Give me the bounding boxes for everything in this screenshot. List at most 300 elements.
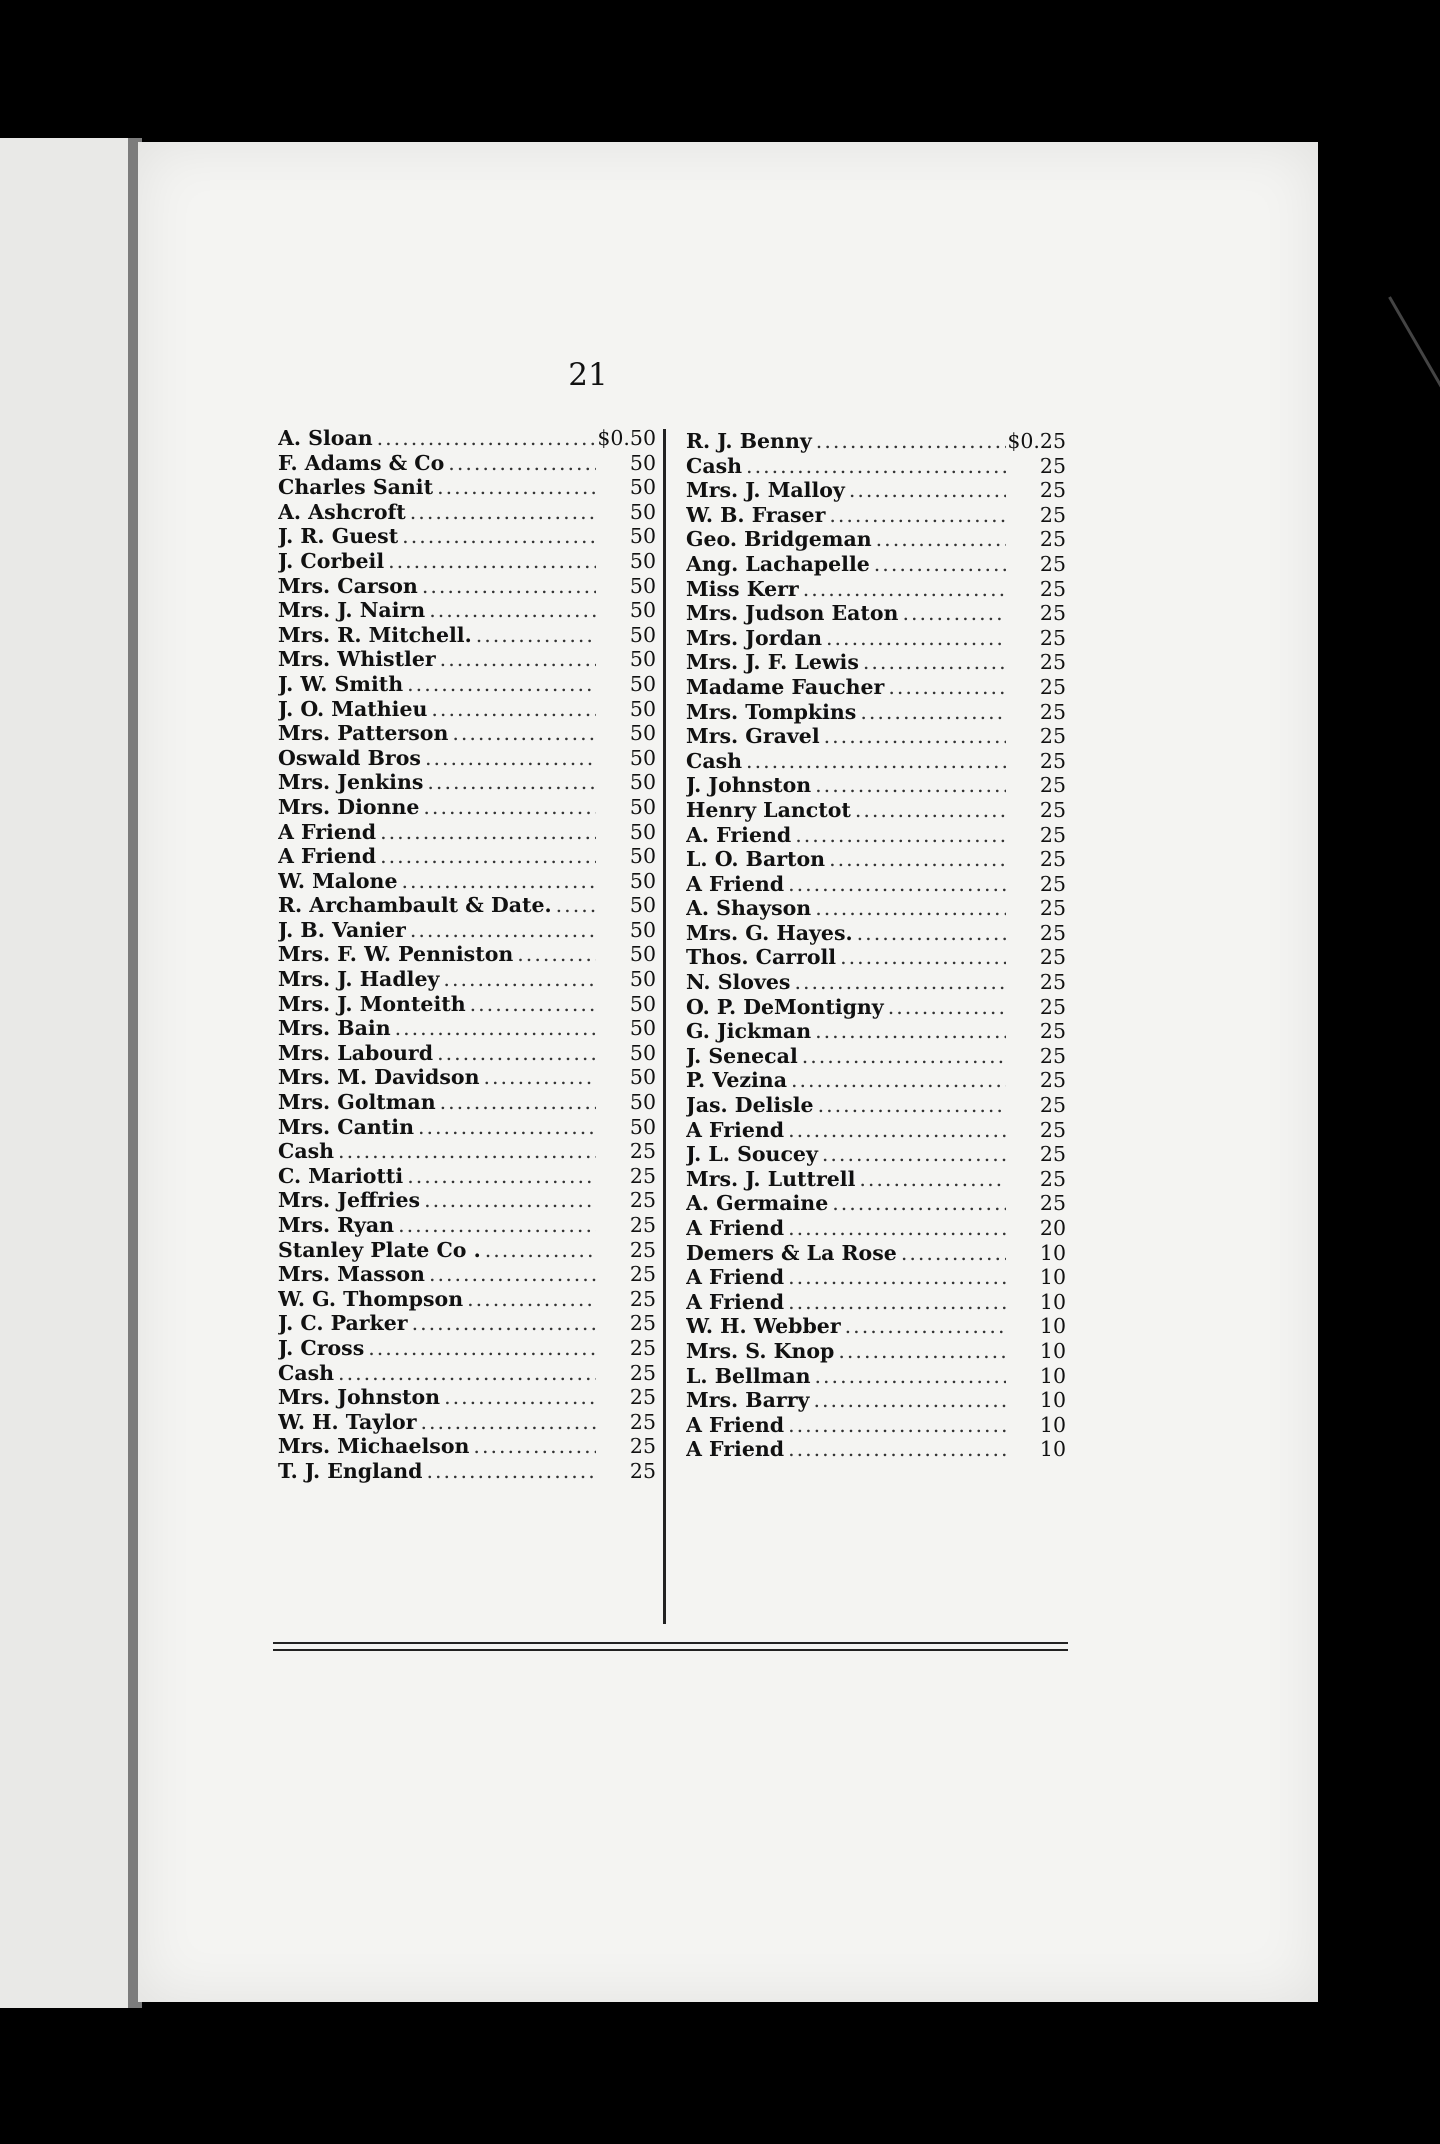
donor-row: [278, 1410, 656, 1435]
donor-row: [686, 749, 1066, 774]
donation-amount: 10: [1039, 1412, 1066, 1437]
leader-dots: [836, 945, 1006, 970]
donor-row: [278, 1065, 656, 1090]
donation-amount: 25: [1039, 1043, 1066, 1068]
donor-row: [278, 746, 656, 771]
donation-amount: 25: [629, 1434, 656, 1459]
donor-name: Mrs. Barry: [686, 1388, 810, 1413]
donor-name: A Friend: [686, 1265, 785, 1290]
leader-dots: [406, 918, 596, 943]
donor-row: [278, 795, 656, 820]
donor-row: [278, 770, 656, 795]
donor-row: [278, 1385, 656, 1410]
donor-row: [278, 1090, 656, 1115]
donor-name: Mrs. Cantin: [278, 1114, 414, 1139]
donor-name: Cash: [278, 1360, 335, 1385]
leader-dots: [433, 1041, 596, 1066]
donation-amount: 50: [629, 844, 656, 869]
leader-dots: [440, 1385, 596, 1410]
leader-dots: [784, 1290, 1006, 1315]
donor-name: Cash: [686, 748, 743, 773]
leader-dots: [812, 429, 1006, 454]
donation-amount: 50: [629, 770, 656, 795]
donor-row: [278, 1238, 656, 1263]
donation-amount: 10: [1039, 1314, 1066, 1339]
donor-row: [686, 945, 1066, 970]
donation-amount: 25: [1039, 1068, 1066, 1093]
donor-row: [686, 1019, 1066, 1044]
donation-amount: 25: [1039, 822, 1066, 847]
donor-row: [686, 847, 1066, 872]
donor-name: Geo. Bridgeman: [686, 527, 872, 552]
donor-row: [686, 503, 1066, 528]
donation-amount: 25: [1039, 1117, 1066, 1142]
leader-dots: [811, 896, 1006, 921]
donor-name: O. P. DeMontigny: [686, 994, 884, 1019]
donor-row: [278, 1311, 656, 1336]
donation-amount: 25: [1039, 871, 1066, 896]
leader-dots: [853, 921, 1006, 946]
donor-name: Mrs. Judson Eaton: [686, 601, 899, 626]
leader-dots: [384, 549, 596, 574]
donor-row: [686, 970, 1066, 995]
leader-dots: [433, 475, 596, 500]
donor-name: Mrs. G. Hayes.: [686, 920, 853, 945]
donation-amount: 25: [1039, 797, 1066, 822]
leader-dots: [825, 503, 1006, 528]
donor-row: [686, 700, 1066, 725]
donor-row: [278, 1434, 656, 1459]
donor-name: Mrs. Gravel: [686, 724, 820, 749]
donor-name: J. O. Mathieu: [278, 696, 428, 721]
leader-dots: [898, 601, 1006, 626]
leader-dots: [809, 1388, 1006, 1413]
donor-row: [686, 1142, 1066, 1167]
donor-row: [278, 647, 656, 672]
donor-name: Cash: [278, 1139, 335, 1164]
donation-amount: 25: [629, 1335, 656, 1360]
donor-row: [686, 626, 1066, 651]
leader-dots: [427, 697, 596, 722]
donation-amount: 25: [629, 1458, 656, 1483]
donation-amount: 25: [1039, 1166, 1066, 1191]
donor-name: Mrs. Johnston: [278, 1385, 441, 1410]
donation-amount: 50: [629, 794, 656, 819]
leader-dots: [418, 574, 596, 599]
donor-row: [278, 967, 656, 992]
leader-dots: [423, 770, 596, 795]
leader-dots: [822, 626, 1006, 651]
donor-name: R. J. Benny: [686, 429, 812, 453]
leader-dots: [376, 844, 596, 869]
donation-amount: 25: [1039, 699, 1066, 724]
donation-amount: 25: [629, 1213, 656, 1237]
donation-amount: 25: [629, 1139, 656, 1164]
leader-dots: [834, 1339, 1006, 1364]
leader-dots: [364, 1336, 596, 1361]
donation-amount: 50: [629, 548, 656, 573]
donor-row: [278, 721, 656, 746]
leader-dots: [791, 823, 1006, 848]
leader-dots: [403, 672, 596, 697]
donation-amount: 50: [629, 942, 656, 967]
page-corner-curl: [1388, 296, 1440, 427]
donation-amount: 25: [1039, 896, 1066, 921]
donor-name: Mrs. S. Knop: [686, 1338, 835, 1363]
donation-amount: 25: [1039, 970, 1066, 995]
leader-dots: [444, 451, 596, 476]
leader-dots: [403, 1164, 596, 1189]
donor-name: Demers & La Rose: [686, 1240, 897, 1265]
donor-row: [278, 869, 656, 894]
donor-name: J. L. Soucey: [686, 1142, 818, 1167]
leader-dots: [784, 872, 1006, 897]
column-divider: [663, 429, 666, 1624]
leader-dots: [419, 795, 596, 820]
donation-amount: 25: [1039, 847, 1066, 872]
donor-row: [278, 1262, 656, 1287]
leader-dots: [414, 1115, 596, 1140]
page-number: 21: [568, 357, 608, 393]
donation-amount: 50: [629, 745, 656, 770]
donor-row: [686, 995, 1066, 1020]
donation-amount: 50: [629, 696, 656, 721]
donor-row: [278, 475, 656, 500]
donor-row: [278, 820, 656, 845]
leader-dots: [420, 1188, 596, 1213]
donor-name: W. Malone: [278, 868, 398, 893]
leader-dots: [406, 500, 596, 525]
donor-name: Mrs. Michaelson: [278, 1434, 470, 1459]
donation-amount: 25: [1039, 994, 1066, 1019]
donor-row: [278, 672, 656, 697]
donor-name: Mrs. J. Malloy: [686, 478, 845, 503]
donation-amount: 25: [1039, 650, 1066, 675]
donor-name: A Friend: [686, 1117, 785, 1142]
donor-row: [686, 650, 1066, 675]
leader-dots: [425, 598, 596, 623]
donor-name: A Friend: [278, 819, 377, 844]
leader-dots: [408, 1311, 596, 1336]
donation-amount: 25: [629, 1163, 656, 1188]
leader-dots: [845, 478, 1006, 503]
leader-dots: [814, 1093, 1006, 1118]
donor-name: A. Sloan: [278, 426, 373, 450]
donor-name: C. Mariotti: [278, 1163, 404, 1188]
donor-name: Oswald Bros: [278, 745, 421, 770]
donor-row: [686, 527, 1066, 552]
donation-amount: 25: [1039, 527, 1066, 552]
donation-amount: 10: [1039, 1437, 1066, 1462]
leader-dots: [425, 1262, 596, 1287]
donor-name: Mrs. F. W. Penniston: [278, 942, 514, 967]
leader-dots: [391, 1016, 596, 1041]
donor-list-right: [686, 429, 1066, 1462]
donor-row: [278, 1188, 656, 1213]
donor-name: Mrs. Jeffries: [278, 1188, 421, 1213]
donor-name: W. G. Thompson: [278, 1286, 464, 1311]
donor-name: R. Archambault & Date.: [278, 893, 552, 918]
donor-name: P. Vezina: [686, 1068, 787, 1093]
donation-amount: 25: [1039, 601, 1066, 626]
donation-amount: 50: [629, 917, 656, 942]
donor-name: J. Cross: [278, 1335, 365, 1360]
donor-row: [686, 896, 1066, 921]
donor-name: J. B. Vanier: [278, 917, 406, 942]
donation-amount: 25: [1039, 1093, 1066, 1118]
donor-name: W. H. Taylor: [278, 1409, 417, 1434]
donor-row: [278, 451, 656, 476]
closing-rule-top: [273, 1642, 1068, 1644]
donor-row: [686, 1241, 1066, 1266]
leader-dots: [811, 1364, 1006, 1389]
donor-name: Mrs. Bain: [278, 1016, 391, 1041]
donor-name: Mrs. Tompkins: [686, 699, 857, 724]
donor-row: [278, 549, 656, 574]
donor-row: [686, 1339, 1066, 1364]
donor-row: [686, 1044, 1066, 1069]
donor-row: [686, 577, 1066, 602]
donor-row: [278, 1016, 656, 1041]
leader-dots: [334, 1139, 596, 1164]
donor-name: J. C. Parker: [278, 1311, 408, 1336]
donor-name: A Friend: [278, 844, 377, 869]
leader-dots: [841, 1314, 1006, 1339]
donor-name: Mrs. J. Monteith: [278, 991, 466, 1016]
donor-name: A Friend: [686, 871, 785, 896]
donation-amount: 25: [629, 1385, 656, 1410]
donor-row: [278, 1213, 656, 1238]
donor-row: [278, 623, 656, 648]
donation-amount: 10: [1039, 1388, 1066, 1413]
donor-name: Mrs. R. Mitchell.: [278, 622, 472, 647]
donor-name: A Friend: [686, 1216, 785, 1240]
leader-dots: [870, 552, 1006, 577]
donation-amount: 50: [629, 450, 656, 475]
donation-amount: 25: [629, 1262, 656, 1287]
donation-amount: 50: [629, 819, 656, 844]
leader-dots: [373, 426, 596, 451]
donor-row: [686, 1191, 1066, 1216]
donor-row: [278, 1164, 656, 1189]
leader-dots: [784, 1413, 1006, 1438]
donation-amount: 25: [1039, 945, 1066, 970]
adjacent-page-edge: [0, 138, 128, 2008]
leader-dots: [784, 1437, 1006, 1462]
leader-dots: [398, 524, 596, 549]
donor-name: J. R. Guest: [278, 524, 399, 549]
donation-amount: 50: [629, 671, 656, 696]
donor-row: [686, 921, 1066, 946]
leader-dots: [884, 995, 1006, 1020]
leader-dots: [820, 724, 1006, 749]
donor-row: [278, 844, 656, 869]
leader-dots: [439, 967, 596, 992]
donor-row: [278, 1336, 656, 1361]
donor-row: [686, 1216, 1066, 1241]
document-page: [138, 142, 1318, 2002]
donation-amount: 25: [1039, 502, 1066, 527]
donor-name: Mrs. M. Davidson: [278, 1065, 480, 1090]
leader-dots: [552, 893, 596, 918]
leader-dots: [463, 1287, 596, 1312]
leader-dots: [855, 1167, 1006, 1192]
leader-dots: [466, 992, 596, 1017]
donor-name: Mrs. Labourd: [278, 1040, 434, 1065]
donor-row: [278, 500, 656, 525]
donor-row: [278, 1459, 656, 1484]
donor-name: T. J. England: [278, 1458, 423, 1483]
donor-name: J. Johnston: [686, 773, 812, 798]
donor-name: Jas. Delisle: [686, 1093, 814, 1118]
donor-row: [686, 872, 1066, 897]
donor-row: [686, 798, 1066, 823]
donation-amount: 25: [1039, 748, 1066, 773]
donor-name: A. Germaine: [686, 1191, 829, 1216]
donor-row: [686, 1314, 1066, 1339]
donor-name: A. Shayson: [686, 896, 812, 921]
donor-name: N. Sloves: [686, 970, 791, 995]
donor-name: Charles Sanit: [278, 475, 434, 500]
donor-name: Mrs. J. Luttrell: [686, 1166, 856, 1191]
donor-name: A Friend: [686, 1412, 785, 1437]
donation-amount: 50: [629, 991, 656, 1016]
donor-name: W. H. Webber: [686, 1314, 841, 1339]
donor-row: [278, 1041, 656, 1066]
donor-name: Mrs. Jenkins: [278, 770, 424, 795]
donation-amount: 25: [1039, 478, 1066, 503]
donor-row: [686, 1437, 1066, 1462]
donation-amount: 25: [629, 1409, 656, 1434]
leader-dots: [825, 847, 1006, 872]
donation-amount: 25: [1039, 1142, 1066, 1167]
donor-row: [278, 426, 656, 451]
donation-amount: 25: [1039, 576, 1066, 601]
closing-rule-bottom: [273, 1649, 1068, 1651]
donation-amount: 25: [1039, 920, 1066, 945]
donor-name: Henry Lanctot: [686, 797, 851, 822]
donor-name: A Friend: [686, 1437, 785, 1462]
leader-dots: [884, 675, 1006, 700]
donor-row: [686, 454, 1066, 479]
donor-row: [686, 478, 1066, 503]
donor-row: [278, 992, 656, 1017]
leader-dots: [448, 721, 596, 746]
leader-dots: [472, 623, 596, 648]
leader-dots: [394, 1213, 596, 1238]
donor-row: [278, 598, 656, 623]
donor-row: [278, 1139, 656, 1164]
donation-amount: 25: [1039, 1019, 1066, 1044]
donation-amount: 50: [629, 647, 656, 672]
leader-dots: [742, 749, 1006, 774]
donation-amount: 50: [629, 622, 656, 647]
donor-name: J. Senecal: [686, 1043, 798, 1068]
donor-name: Mrs. J. Nairn: [278, 598, 426, 623]
leader-dots: [334, 1361, 596, 1386]
donation-amount: 50: [629, 721, 656, 746]
donor-row: [278, 918, 656, 943]
donation-amount: 25: [629, 1286, 656, 1311]
donor-row: [278, 893, 656, 918]
donation-amount: 10: [1039, 1289, 1066, 1314]
donor-name: Mrs. J. Hadley: [278, 967, 440, 992]
donor-row: [278, 697, 656, 722]
donation-amount: 10: [1039, 1240, 1066, 1265]
donor-name: Mrs. Goltman: [278, 1090, 436, 1115]
donation-amount: 25: [1039, 724, 1066, 749]
donation-amount: 25: [1039, 625, 1066, 650]
leader-dots: [859, 650, 1006, 675]
donor-row: [686, 1290, 1066, 1315]
leader-dots: [787, 1068, 1006, 1093]
donor-row: [686, 724, 1066, 749]
leader-dots: [798, 1044, 1006, 1069]
donor-row: [686, 1413, 1066, 1438]
donation-amount: 10: [1039, 1363, 1066, 1388]
donation-amount: 50: [629, 1114, 656, 1139]
donor-name: F. Adams & Co: [278, 450, 445, 475]
donor-name: Mrs. Ryan: [278, 1213, 395, 1237]
donation-amount: 50: [629, 1016, 656, 1041]
donation-amount: 50: [629, 524, 656, 549]
donor-name: J. Corbeil: [278, 548, 385, 573]
leader-dots: [856, 700, 1006, 725]
donation-amount: 50: [629, 868, 656, 893]
leader-dots: [784, 1118, 1006, 1143]
donor-name: Stanley Plate Co .: [278, 1237, 481, 1262]
donation-amount: 10: [1039, 1338, 1066, 1363]
donor-row: [686, 601, 1066, 626]
donation-amount: 25: [1039, 453, 1066, 478]
leader-dots: [481, 1238, 596, 1263]
donation-amount: 20: [1039, 1216, 1066, 1240]
leader-dots: [417, 1410, 597, 1435]
leader-dots: [828, 1191, 1006, 1216]
leader-dots: [784, 1265, 1006, 1290]
donation-amount: 25: [1039, 674, 1066, 699]
leader-dots: [742, 454, 1006, 479]
donor-row: [686, 675, 1066, 700]
donor-row: [686, 1118, 1066, 1143]
donor-name: Mrs. Masson: [278, 1262, 425, 1287]
donor-row: [686, 1167, 1066, 1192]
donor-name: L. O. Barton: [686, 847, 826, 872]
donor-name: Mrs. Carson: [278, 573, 418, 598]
donor-name: G. Jickman: [686, 1019, 812, 1044]
donation-amount: 25: [629, 1311, 656, 1336]
leader-dots: [513, 942, 596, 967]
leader-dots: [436, 1090, 596, 1115]
donor-row: [686, 773, 1066, 798]
donor-row: [686, 823, 1066, 848]
donor-name: Mrs. Patterson: [278, 721, 449, 746]
donor-row: [686, 429, 1066, 454]
donor-name: A. Friend: [686, 822, 792, 847]
donation-amount: 25: [629, 1188, 656, 1213]
donor-name: A Friend: [686, 1289, 785, 1314]
donation-amount: 50: [629, 598, 656, 623]
donation-amount: 50: [629, 1040, 656, 1065]
donation-amount: 25: [1039, 551, 1066, 576]
donor-row: [278, 942, 656, 967]
donation-amount: 25: [629, 1360, 656, 1385]
donor-name: J. W. Smith: [278, 671, 404, 696]
leader-dots: [421, 746, 596, 771]
donor-name: W. B. Fraser: [686, 502, 826, 527]
donation-amount: 50: [629, 499, 656, 524]
donor-row: [278, 1115, 656, 1140]
